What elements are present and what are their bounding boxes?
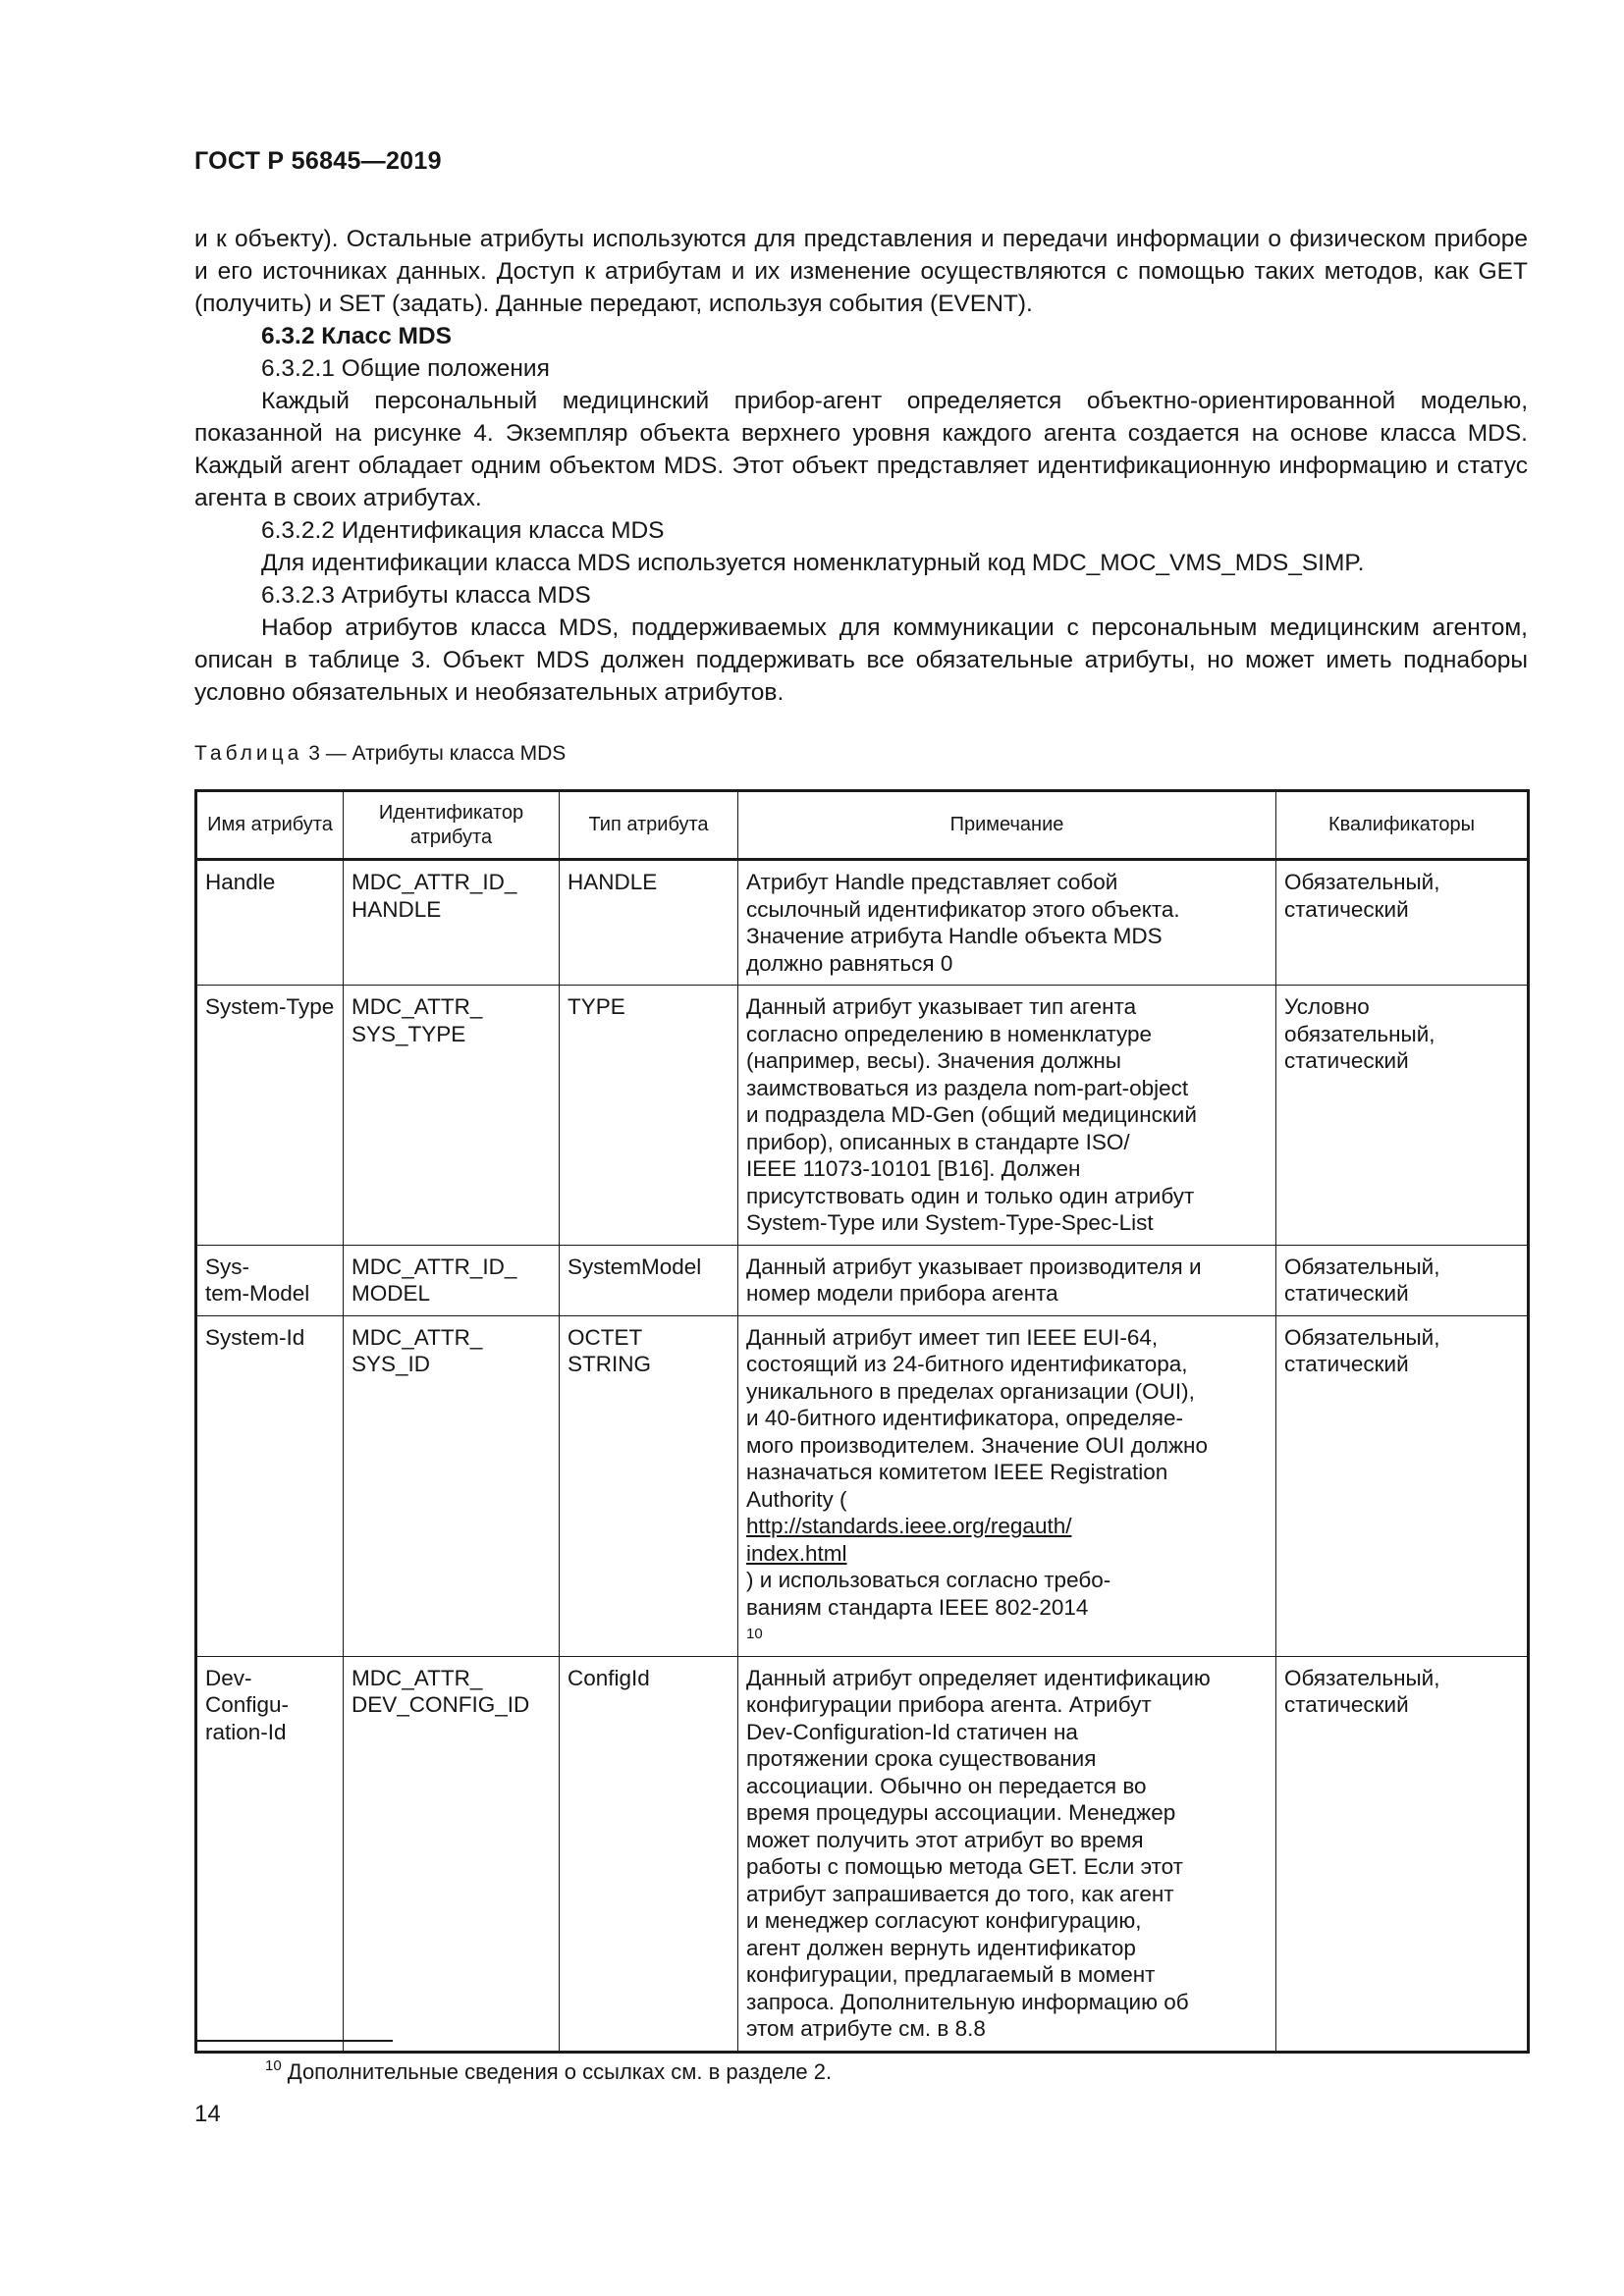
cell-line: статический <box>1284 896 1409 922</box>
cell-line: OCTET <box>568 1324 643 1350</box>
table-row <box>196 1245 1529 1315</box>
cell-note <box>738 1245 1276 1315</box>
cell-line: MDC_ATTR_ID_ <box>352 1254 517 1279</box>
cell-line: Обязательный, <box>1284 870 1440 894</box>
ieee-registration-link[interactable]: http://standards.ieee.org/regauth/ <box>746 1514 1072 1538</box>
note-last-text: ваниям стандарта IEEE 802-2014 <box>746 1594 1089 1620</box>
link-suffix: ) и использоваться согласно требо- <box>746 1568 1111 1592</box>
cell-line: Данный атрибут имеет тип IEEE EUI-64, <box>746 1324 1159 1350</box>
heading-6-3-2: 6.3.2 Класс MDS <box>261 323 452 349</box>
cell-line: номер модели прибора агента <box>746 1281 1058 1306</box>
body-text <box>194 223 1528 709</box>
cell-line: SystemModel <box>568 1254 702 1279</box>
cell-line: Обязательный, <box>1284 1665 1440 1690</box>
cell-line: System-Id <box>205 1324 305 1350</box>
cell-line: должно равняться 0 <box>746 950 953 976</box>
paragraph-6-3-2-1: Каждый персональный медицинский прибор-агент определяется объектно-ориентированной моделью, показанной на рисунке 4. Экземпляр объекта верхнего уровня каждого агента создается на основе класса MDS. Каждый агент обладает одним объектом MDS. Этот объект представляет идентификационную информацию и статус агента в своих атрибутах. <box>194 388 1528 511</box>
table-row <box>196 1315 1529 1656</box>
cell-qual <box>1276 860 1529 986</box>
cell-type <box>560 1315 738 1656</box>
cell-id <box>344 1656 560 2052</box>
link-prefix: Authority ( <box>746 1486 847 1512</box>
cell-line: System-Type <box>205 994 335 1019</box>
cell-line: HANDLE <box>568 870 658 894</box>
header-id: Идентификатор атрибута <box>344 791 560 860</box>
footnote-ref: 10 <box>746 1626 763 1642</box>
cell-line: Dev-Configuration-Id статичен на <box>746 1719 1078 1744</box>
cell-line: Sys- <box>205 1254 249 1279</box>
cell-line: и 40-битного идентификатора, определяе- <box>746 1406 1184 1430</box>
cell-note <box>738 1656 1276 2052</box>
cell-line: работы с помощью метода GET. Если этот <box>746 1854 1183 1879</box>
cell-line: мого производителем. Значение OUI должно <box>746 1432 1208 1458</box>
cell-line: Обязательный, <box>1284 1324 1440 1350</box>
cell-line: ration-Id <box>205 1719 287 1744</box>
cell-line: и подраздела MD-Gen (общий медицинский <box>746 1102 1197 1127</box>
cell-line: ссылочный идентификатор этого объекта. <box>746 896 1180 922</box>
cell-line: атрибут запрашивается до того, как агент <box>746 1881 1174 1906</box>
cell-id <box>344 986 560 1246</box>
cell-line: TYPE <box>568 994 625 1019</box>
paragraph-intro: и к объекту). Остальные атрибуты используются для представления и передачи информации о физическом приборе и его источниках данных. Доступ к атрибутам и их изменение осуществляются с помощью таких методов, как GET (получить) и SET (задать). Данные передают, используя события (EVENT). <box>194 226 1528 317</box>
cell-line: MDC_ATTR_ <box>352 994 483 1019</box>
cell-id <box>344 1245 560 1315</box>
page-number: 14 <box>194 2101 221 2127</box>
mds-attributes-table <box>194 789 1530 2054</box>
cell-line: присутствовать один и только один атрибут <box>746 1183 1195 1208</box>
header-type: Тип атрибута <box>560 791 738 860</box>
cell-line <box>746 1594 1268 1648</box>
cell-line: Обязательный, <box>1284 1254 1440 1279</box>
cell-line: статический <box>1284 1048 1409 1073</box>
standard-header: ГОСТ Р 56845—2019 <box>194 147 442 175</box>
table-row <box>196 1656 1529 2052</box>
table-caption <box>194 742 566 766</box>
cell-line: конфигурации, предлагаемый в момент <box>746 1962 1156 1987</box>
cell-line: уникального в пределах организации (OUI), <box>746 1378 1195 1404</box>
cell-line: статический <box>1284 1692 1409 1717</box>
footnote-divider <box>194 2040 393 2042</box>
cell-name <box>196 1656 344 2052</box>
cell-line: Данный атрибут указывает тип агента <box>746 994 1137 1019</box>
paragraph-6-3-2-3: Набор атрибутов класса MDS, поддерживаемых для коммуникации с персональным медицинским агентом, описан в таблице 3. Объект MDS должен поддерживать все обязательные атрибуты, но может иметь поднаборы условно обязательных и необязательных атрибутов. <box>194 614 1528 706</box>
cell-line: назначаться комитетом IEEE Registration <box>746 1460 1168 1484</box>
cell-line: этом атрибуте см. в 8.8 <box>746 2016 986 2041</box>
cell-line: протяжении срока существования <box>746 1746 1097 1771</box>
cell-name <box>196 986 344 1246</box>
cell-qual <box>1276 986 1529 1246</box>
table-row <box>196 860 1529 986</box>
header-qual: Квалификаторы <box>1276 791 1529 860</box>
footnote-number: 10 <box>265 2057 282 2074</box>
cell-line <box>746 1540 1268 1594</box>
cell-name <box>196 860 344 986</box>
cell-line: IEEE 11073-10101 [B16]. Должен <box>746 1156 1081 1181</box>
cell-line: System-Type или System-Type-Spec-List <box>746 1210 1154 1235</box>
ieee-registration-link-cont[interactable]: index.html <box>746 1540 847 1566</box>
cell-qual <box>1276 1245 1529 1315</box>
cell-line: Условно <box>1284 994 1370 1019</box>
heading-6-3-2-3: 6.3.2.3 Атрибуты класса MDS <box>261 582 591 609</box>
cell-type <box>560 986 738 1246</box>
cell-line: Данный атрибут указывает производителя и <box>746 1254 1202 1279</box>
cell-line: Данный атрибут определяет идентификацию <box>746 1665 1211 1690</box>
header-note: Примечание <box>738 791 1276 860</box>
cell-line: конфигурации прибора агента. Атрибут <box>746 1692 1152 1717</box>
footnote <box>265 2057 832 2085</box>
table-caption-title: 3 — Атрибуты класса MDS <box>308 742 567 765</box>
footnote-text: Дополнительные сведения о ссылках см. в разделе 2. <box>281 2059 833 2084</box>
cell-line: Handle <box>205 870 276 894</box>
table-header-row <box>196 791 1529 860</box>
cell-id <box>344 860 560 986</box>
cell-line <box>746 1486 1268 1540</box>
cell-line: tem-Model <box>205 1281 310 1306</box>
cell-line: прибор), описанных в стандарте ISO/ <box>746 1129 1130 1154</box>
cell-line: STRING <box>568 1352 652 1376</box>
cell-qual <box>1276 1656 1529 2052</box>
cell-line: MDC_ATTR_ <box>352 1665 483 1690</box>
cell-line: время процедуры ассоциации. Менеджер <box>746 1800 1176 1825</box>
cell-type <box>560 1656 738 2052</box>
cell-line: заимствоваться из раздела nom-part-object <box>746 1075 1189 1100</box>
cell-line: статический <box>1284 1281 1409 1306</box>
table-caption-prefix: Таблица <box>194 742 303 765</box>
cell-line: и менеджер согласуют конфигурацию, <box>746 1908 1142 1933</box>
cell-note <box>738 986 1276 1246</box>
cell-line: согласно определению в номенклатуре <box>746 1021 1153 1046</box>
cell-line: состоящий из 24-битного идентификатора, <box>746 1352 1188 1376</box>
cell-line: обязательный, <box>1284 1021 1435 1046</box>
table-row <box>196 986 1529 1246</box>
cell-line: SYS_ID <box>352 1352 431 1376</box>
cell-line: может получить этот атрибут во время <box>746 1827 1144 1852</box>
cell-line: агент должен вернуть идентификатор <box>746 1935 1136 1960</box>
cell-line: статический <box>1284 1352 1409 1376</box>
cell-qual <box>1276 1315 1529 1656</box>
cell-line: MDC_ATTR_ <box>352 1324 483 1350</box>
cell-name <box>196 1245 344 1315</box>
cell-line: Dev-Configu- <box>205 1665 290 1717</box>
cell-line: Атрибут Handle представляет собой <box>746 870 1118 894</box>
cell-line: DEV_CONFIG_ID <box>352 1692 530 1717</box>
heading-6-3-2-1: 6.3.2.1 Общие положения <box>261 355 550 382</box>
cell-note <box>738 860 1276 986</box>
cell-type <box>560 1245 738 1315</box>
cell-line: HANDLE <box>352 896 442 922</box>
cell-line: SYS_TYPE <box>352 1021 466 1046</box>
cell-note <box>738 1315 1276 1656</box>
cell-line: (например, весы). Значения должны <box>746 1048 1121 1073</box>
header-name: Имя атрибута <box>196 791 344 860</box>
cell-type <box>560 860 738 986</box>
cell-line: запроса. Дополнительную информацию об <box>746 1989 1189 2014</box>
cell-line: ConfigId <box>568 1665 650 1690</box>
cell-line: ассоциации. Обычно он передается во <box>746 1773 1147 1798</box>
cell-line: MODEL <box>352 1281 431 1306</box>
paragraph-6-3-2-2: Для идентификации класса MDS используется номенклатурный код MDC_MOC_VMS_MDS_SIMP. <box>261 550 1365 576</box>
cell-id <box>344 1315 560 1656</box>
heading-6-3-2-2: 6.3.2.2 Идентификация класса MDS <box>261 517 665 544</box>
cell-line: Значение атрибута Handle объекта MDS <box>746 924 1163 948</box>
cell-line: MDC_ATTR_ID_ <box>352 870 517 894</box>
cell-name <box>196 1315 344 1656</box>
